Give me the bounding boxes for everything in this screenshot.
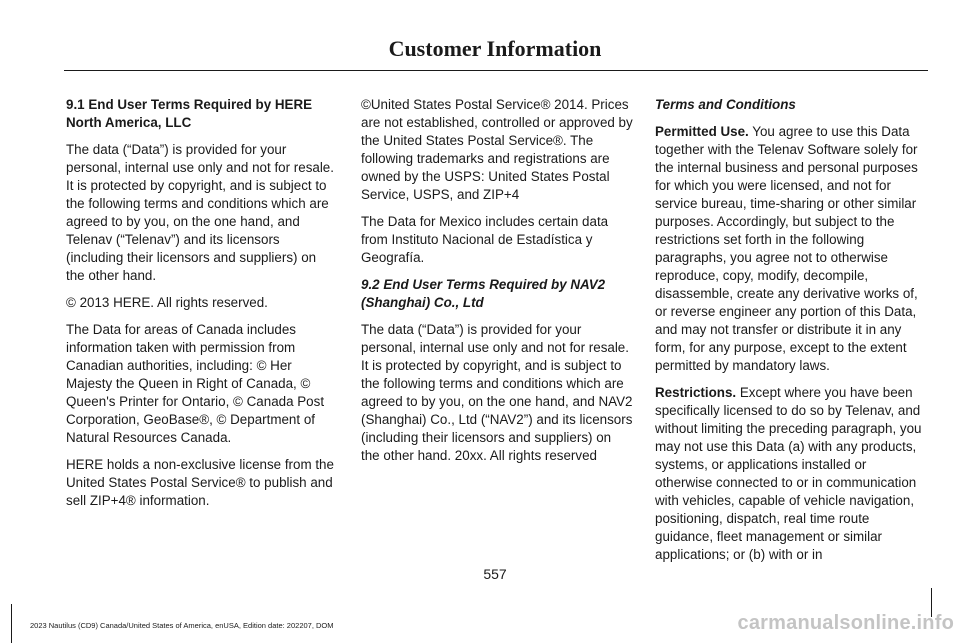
paragraph-permitted-use — [655, 123, 927, 375]
paragraph: The Data for Mexico includes certain data from Instituto Nacional de Estadística y Geografía. — [361, 214, 609, 265]
lead-in: Restrictions. — [655, 385, 737, 400]
section-heading-9-1: 9.1 End User Terms Required by HERE North America, LLC — [66, 97, 313, 130]
crop-mark — [11, 604, 12, 643]
terms-heading: Terms and Conditions — [655, 97, 796, 112]
paragraph: HERE holds a non-exclusive license from the United States Postal Service® to publish and sell ZIP+4® information. — [66, 457, 334, 508]
paragraph-restrictions — [655, 384, 927, 564]
watermark: carmanualsonline.info — [737, 612, 954, 634]
paragraph: © 2013 HERE. All rights reserved. — [66, 295, 268, 310]
page-number: 557 — [483, 566, 507, 582]
column-right — [655, 96, 927, 573]
paragraph-body: You agree to use this Data together with the Telenav Software solely for the internal business and personal purposes for which you were licensed, and not for service bureau, time-sharing or other similar purposes. Accordingly, but subject to the restrictions set forth in the following paragraphs, you agree not to otherwise reproduce, copy, modify, decompile, disassemble, create any derivative works of, or reverse engineer any portion of this Data, and may not transfer or distribute it in any form, for any purpose, except to the extent permitted by mandatory laws. — [655, 124, 918, 373]
header-divider — [64, 70, 928, 71]
section-heading-9-2: 9.2 End User Terms Required by NAV2 (Shanghai) Co., Ltd — [361, 277, 606, 310]
column-middle — [361, 96, 633, 474]
paragraph-body: Except where you have been specifically licensed to do so by Telenav, and without limiting the preceding paragraph, you may not use this Data (a) with any products, systems, or applications installed or otherwise connected to or in communication with vehicles, capable of vehicle navigation, positioning, dispatch, real time route guidance, fleet management or similar applications; or (b) with or in — [655, 385, 922, 562]
lead-in: Permitted Use. — [655, 124, 749, 139]
footer-edition: 2023 Nautilus (CD9) Canada/United States of America, enUSA, Edition date: 202207, DOM — [30, 621, 334, 630]
paragraph: The data (“Data”) is provided for your personal, internal use only and not for resale. It is protected by copyright, and is subject to the following terms and conditions which are agreed to by you, on the one hand, and Telenav (“Telenav”) and its licensors (including their licensors and suppliers) on the other hand. — [66, 142, 334, 283]
column-left — [66, 96, 338, 519]
paragraph: The data (“Data”) is provided for your personal, internal use only and not for resale. It is protected by copyright, and is subject to the following terms and conditions which are agreed to by you, on the one hand, and NAV2 (Shanghai) Co., Ltd (“NAV2”) and its licensors (including their licensors and suppliers) on the other hand. 20xx. All rights reserved — [361, 322, 633, 463]
page-title: Customer Information — [388, 36, 602, 61]
paragraph: The Data for areas of Canada includes information taken with permission from Canadian authorities, including: © Her Majesty the Queen in Right of Canada, © Queen's Printer for Ontario, © Canada Post Corporation, GeoBase®, © Department of Natural Resources Canada. — [66, 322, 325, 445]
paragraph: ©United States Postal Service® 2014. Prices are not established, controlled or approved by the United States Postal Service®. The following trademarks and registrations are owned by the USPS: United States Postal Service, USPS, and ZIP+4 — [361, 97, 633, 202]
crop-mark — [931, 588, 932, 617]
